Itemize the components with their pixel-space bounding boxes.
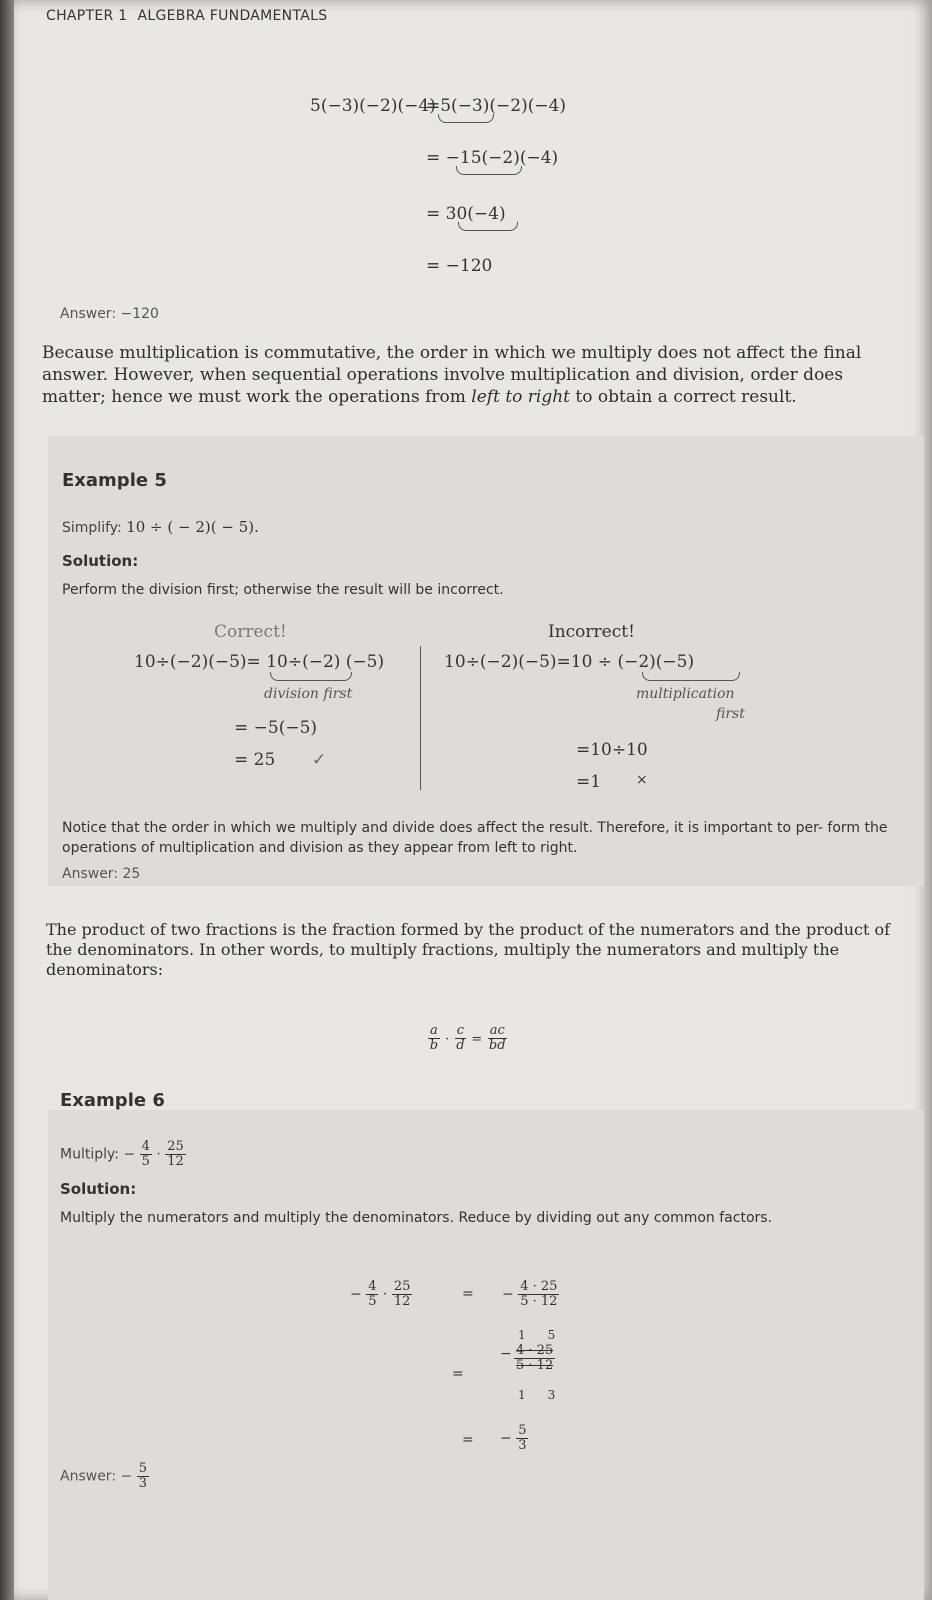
solution-label: Solution: bbox=[62, 552, 139, 570]
instruction-text: Perform the division first; otherwise the result will be incorrect. bbox=[62, 582, 504, 598]
divider-line bbox=[420, 646, 421, 790]
formula-a: a bbox=[430, 1023, 438, 1038]
multiply-line bbox=[60, 1140, 186, 1169]
paragraph-text: Because multiplication is commutative, the order in which we multiply does not affect the final answer. However, when sequential operations involve multiplication and division, order does matter; hence we must work the operations from bbox=[42, 343, 862, 407]
paragraph-text: to obtain a correct result. bbox=[570, 387, 797, 407]
step-1-rhs bbox=[502, 1280, 559, 1309]
fraction-numerator: 4 bbox=[141, 1139, 150, 1154]
cancel-digit: 5 bbox=[547, 1328, 556, 1342]
cancel-fraction bbox=[514, 1344, 555, 1373]
correct-line-3: = 25 bbox=[234, 750, 276, 770]
simplify-label: Simplify: bbox=[62, 520, 122, 536]
book-page bbox=[14, 0, 932, 1600]
underbrace bbox=[270, 672, 352, 681]
cancel-digit: 1 bbox=[518, 1328, 526, 1342]
example-6-heading: Example 6 bbox=[60, 1090, 165, 1111]
book-gutter bbox=[0, 0, 14, 1600]
cross-mark-icon: × bbox=[636, 772, 648, 788]
emphasis-text: left to right bbox=[471, 387, 571, 407]
incorrect-line-1 bbox=[444, 652, 694, 672]
incorrect-line-2: =10÷10 bbox=[576, 740, 648, 760]
fraction-numerator: 5 bbox=[138, 1461, 147, 1476]
underbrace bbox=[456, 166, 522, 175]
top-line-4: = −120 bbox=[426, 256, 493, 276]
first-label: first bbox=[716, 706, 745, 722]
top-line-1: =5(−3)(−2)(−4) bbox=[426, 96, 567, 116]
minus-sign: − bbox=[123, 1146, 136, 1163]
incorrect-group: (−2)(−5) bbox=[617, 652, 695, 672]
fraction-numerator: 5 bbox=[518, 1423, 527, 1438]
example-6-box bbox=[48, 1110, 924, 1600]
fraction-numerator: 25 bbox=[393, 1279, 411, 1294]
formula-b: b bbox=[429, 1038, 439, 1053]
formula-d: d bbox=[456, 1038, 465, 1053]
answer-top: Answer: −120 bbox=[60, 306, 159, 322]
top-line-3: = 30(−4) bbox=[426, 204, 506, 224]
equals-sign: = bbox=[452, 1366, 464, 1382]
fraction-denominator: 5 bbox=[368, 1294, 377, 1309]
check-mark-icon: ✓ bbox=[312, 750, 327, 770]
answer-label: Answer: bbox=[60, 1468, 117, 1485]
simplify-line bbox=[62, 518, 259, 536]
cancel-digit: 1 bbox=[518, 1388, 526, 1402]
underbrace bbox=[642, 672, 740, 681]
correct-line-1 bbox=[134, 652, 384, 672]
fraction-numerator: 4 · 25 bbox=[516, 1343, 554, 1358]
minus-sign: − bbox=[502, 1286, 514, 1303]
fraction-numerator: 4 · 25 bbox=[520, 1279, 558, 1294]
formula-equals: = bbox=[471, 1032, 483, 1047]
minus-sign: − bbox=[500, 1346, 512, 1362]
formula-dot: · bbox=[445, 1032, 450, 1047]
paragraph-order bbox=[42, 342, 912, 408]
fraction-numerator: 4 bbox=[368, 1279, 377, 1294]
cancel-top-row bbox=[518, 1328, 578, 1342]
fraction-formula bbox=[428, 1024, 507, 1053]
minus-sign: − bbox=[350, 1286, 362, 1303]
correct-rest: (−5) bbox=[345, 652, 385, 672]
chapter-label: CHAPTER 1 bbox=[46, 8, 128, 24]
step-1-lhs bbox=[350, 1280, 412, 1309]
incorrect-line-3: =1 bbox=[576, 772, 602, 792]
dot-operator: · bbox=[156, 1146, 161, 1163]
multiply-label: Multiply: bbox=[60, 1146, 119, 1163]
formula-bd: bd bbox=[488, 1038, 506, 1053]
example-5-heading: Example 5 bbox=[62, 470, 167, 491]
cancel-bottom-row bbox=[518, 1388, 555, 1402]
equals-sign: = bbox=[462, 1286, 474, 1302]
dot-operator: · bbox=[382, 1286, 388, 1303]
solution-label-6: Solution: bbox=[60, 1180, 137, 1198]
minus-sign: − bbox=[500, 1430, 512, 1447]
fraction-denominator: 5 · 12 bbox=[520, 1294, 558, 1309]
cancel-digit: 3 bbox=[547, 1388, 556, 1402]
chapter-title: ALGEBRA FUNDAMENTALS bbox=[137, 8, 328, 24]
underbrace bbox=[458, 222, 518, 231]
correct-group: 10÷(−2) bbox=[266, 652, 341, 672]
correct-title: Correct! bbox=[214, 622, 287, 642]
answer-example-5: Answer: 25 bbox=[62, 866, 141, 882]
multiplication-label: multiplication bbox=[636, 686, 735, 702]
fraction-denominator: 5 bbox=[141, 1154, 150, 1169]
step-3-result bbox=[500, 1424, 528, 1453]
top-line-2: = −15(−2)(−4) bbox=[426, 148, 559, 168]
problem-expression: 10 ÷ ( − 2)( − 5). bbox=[126, 518, 259, 536]
paragraph-fractions: The product of two fractions is the fraction formed by the product of the numerators and the product of the denominators. In other words, to multiply fractions, multiply the numerators and multiply the denominators: bbox=[46, 920, 891, 979]
fraction-numerator: 25 bbox=[167, 1139, 184, 1154]
underbrace bbox=[438, 114, 494, 123]
fraction-denominator: 5 · 12 bbox=[516, 1358, 554, 1373]
running-header bbox=[46, 8, 327, 24]
fraction-denominator: 3 bbox=[138, 1476, 147, 1491]
formula-ac: ac bbox=[489, 1023, 505, 1038]
fraction-denominator: 12 bbox=[167, 1154, 184, 1169]
notice-text: Notice that the order in which we multiply and divide does affect the result. Therefore, it is important to per- form the operations of multiplication and division as they appear from left to right. bbox=[62, 820, 888, 856]
fraction-denominator: 12 bbox=[393, 1294, 411, 1309]
instruction-text-6: Multiply the numerators and multiply the denominators. Reduce by dividing out any common factors. bbox=[60, 1210, 773, 1226]
fraction-denominator: 3 bbox=[518, 1438, 527, 1453]
correct-line-2: = −5(−5) bbox=[234, 718, 318, 738]
incorrect-lhs: 10÷(−2)(−5)=10 ÷ bbox=[444, 652, 613, 672]
minus-sign: − bbox=[120, 1468, 133, 1485]
division-first-label: division first bbox=[264, 686, 353, 702]
formula-c: c bbox=[456, 1023, 464, 1038]
equals-sign: = bbox=[462, 1432, 474, 1448]
correct-lhs: 10÷(−2)(−5)= bbox=[134, 652, 261, 672]
top-lhs: 5(−3)(−2)(−4) bbox=[310, 96, 436, 116]
answer-example-6 bbox=[60, 1462, 149, 1491]
incorrect-title: Incorrect! bbox=[548, 622, 635, 642]
